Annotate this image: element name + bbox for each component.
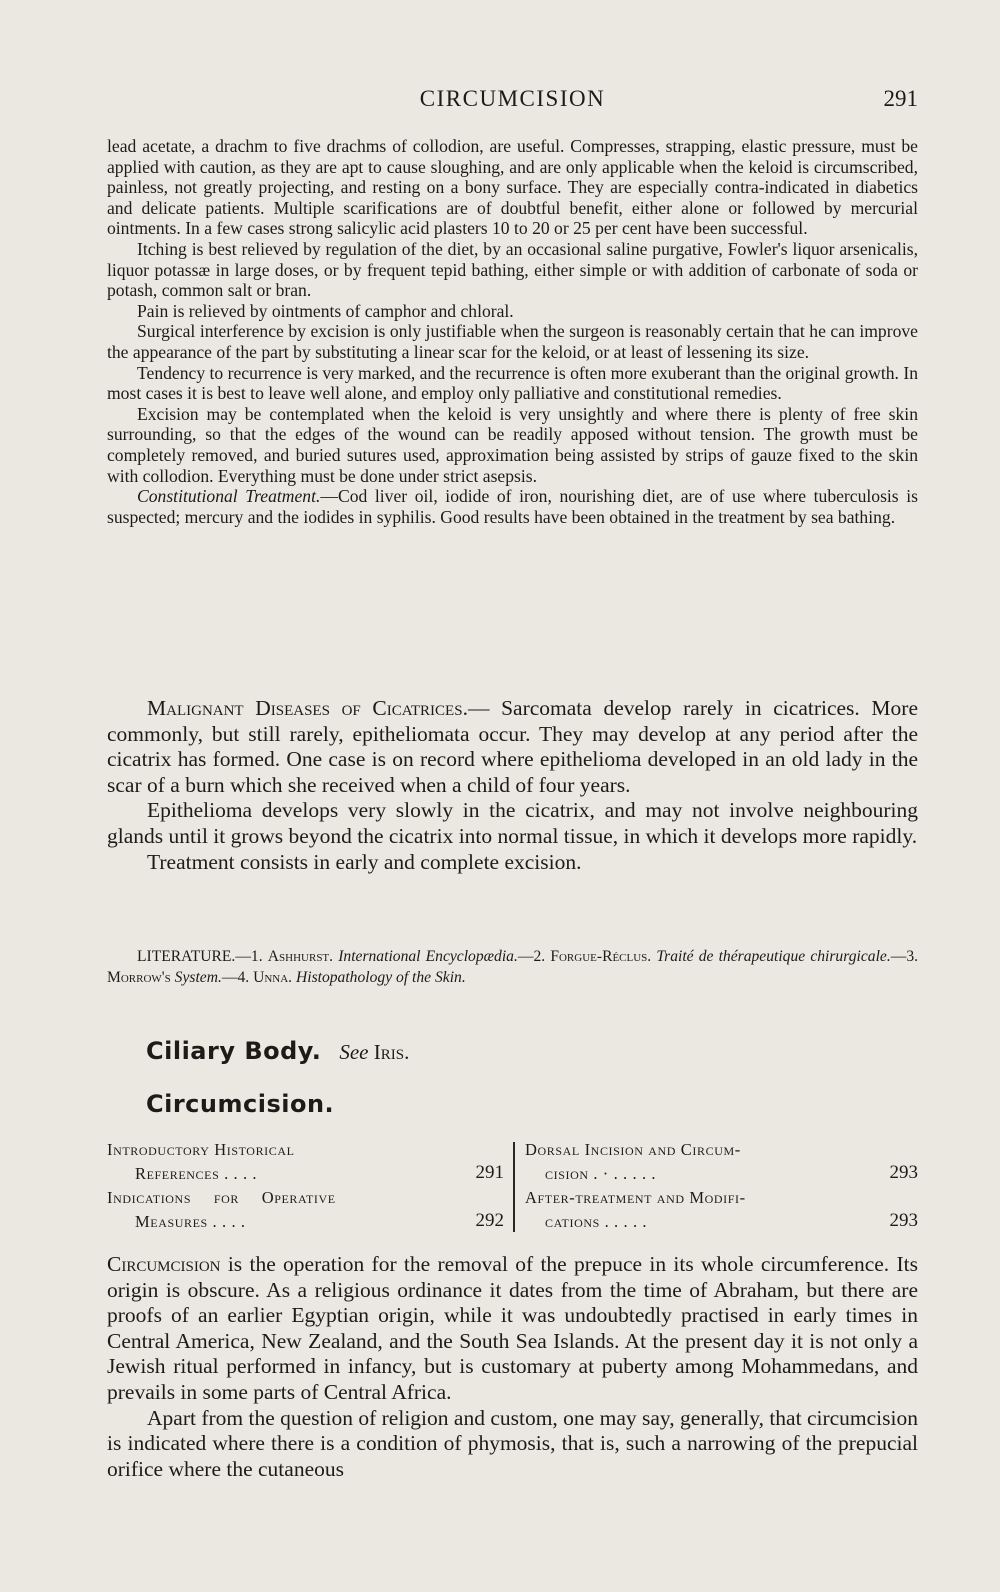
paragraph [107,1252,918,1406]
toc-entry-text: cations . . . . . [545,1212,648,1231]
toc-entry [525,1212,918,1236]
cross-reference [339,1040,409,1064]
toc-entry-text: References . . . . [135,1164,258,1183]
paragraph: lead acetate, a drachm to five drachms of collodion, are useful. Compresses, strapping, elastic pressure, must be applied with caution, as they are apt to cause sloughing, and are only applicable when the keloid is circumscribed, painless, not greatly projecting, and resting on a bony surface. They are especially contra-indicated in diabetics and delicate patients. Multiple scarifications are of doubtful benefit, either alone or followed by mercurial ointments. In a few cases strong salicylic acid plasters 10 to 20 or 25 per cent have been successful. [107,136,918,239]
ciliary-body-heading [146,1037,409,1065]
toc-entry: After-treatment and Modifi- [525,1188,746,1207]
section-contents [107,1140,918,1236]
keloid-treatment-text [107,136,918,527]
literature-references [107,946,918,988]
page-header [107,82,918,118]
toc-entry-text: Measures . . . . [135,1212,246,1231]
paragraph [107,486,918,527]
ref-number: —3. [890,948,919,965]
ref-title: International Encyclopædia. [338,948,518,965]
ref-author: Forgue-Réclus. [550,948,652,965]
toc-page: 291 [475,1162,504,1183]
toc-entry: Introductory Historical [107,1140,295,1159]
ref-author: Morrow's [107,969,171,986]
ref-number: —1. [235,948,263,965]
paragraph: Apart from the question of religion and custom, one may say, generally, that circumcision is indicated where there is a condition of phymosis, that is, such a narrowing of the prepucial orifice where the cutaneous [107,1405,918,1481]
paragraph: Tendency to recurrence is very marked, and the recurrence is often more exuberant than the original growth. In most cases it is best to leave well alone, and employ only palliative and constitutional remedies. [107,362,918,404]
ref-number: —2. [517,948,546,965]
paragraph: Pain is relieved by ointments of camphor and chloral. [137,300,514,321]
toc-entry [525,1164,918,1188]
literature-label: LITERATURE. [137,948,236,965]
circumcision-text [107,1252,918,1482]
running-title: CIRCUMCISION [419,86,606,111]
entry-title: Ciliary Body. [146,1037,322,1065]
contents-column-left [107,1140,504,1236]
paragraph-text: — Sarcomata develop rarely in cicatrices. More commonly, but still rarely, epitheliomata occur. They may develop at any period after the cicatrix has formed. One case is on record where epithelioma developed in an old lady in the scar of a burn which she received when a child of four years. [107,696,919,797]
malignant-diseases-section [107,696,918,875]
see-label: See [339,1040,369,1064]
toc-page: 292 [475,1210,504,1231]
paragraph: Itching is best relieved by regulation of the diet, by an occasional saline purgative, Fowler's liquor arsenicalis, liquor potassæ in large doses, or by frequent tepid bathing, either simple or with addition of carbonate of soda or potash, common salt or bran. [107,238,918,301]
ref-number: —4. [221,969,250,986]
paragraph [107,946,918,988]
toc-page: 293 [889,1210,918,1231]
cross-reference-target: Iris. [373,1040,410,1064]
toc-entry: Indications for Operative [107,1188,336,1207]
subheading: Constitutional Treatment. [137,486,321,507]
circumcision-heading: Circumcision. [146,1090,335,1118]
paragraph: Excision may be contemplated when the keloid is very unsightly and where there is plenty of free skin surrounding, so that the edges of the wound can be readily apposed without tension. The growth must be completely removed, and buried sutures used, approximation being assisted by strips of gauze fixed to the skin with collodion. Everything must be done under strict asepsis. [107,403,918,486]
ref-title: Traité de thérapeutique chirurgicale. [656,948,891,965]
toc-page: 293 [889,1162,918,1183]
toc-entry [107,1164,504,1188]
ref-title: Histopathology of the Skin. [295,969,466,986]
ref-author: Ashhurst. [267,948,334,965]
toc-entry [107,1212,504,1236]
lead-term: Circumcision [107,1252,221,1276]
page-number: 291 [883,86,918,111]
paragraph-text: —Cod liver oil, iodide of iron, nourishing diet, are of use where tuberculosis is suspected; mercury and the iodides in syphilis. Good results have been obtained in the treatment by sea bathing. [107,486,918,527]
contents-column-right [525,1140,918,1236]
ref-author: Unna. [253,969,293,986]
toc-entry-text: cision . · . . . . . [545,1164,657,1183]
toc-entry: Dorsal Incision and Circum- [525,1140,741,1159]
ref-title: System. [174,969,222,986]
paragraph: Treatment consists in early and complete excision. [147,849,582,874]
paragraph: Epithelioma develops very slowly in the cicatrix, and may not involve neighbouring glands until it grows beyond the cicatrix into normal tissue, in which it develops more rapidly. [107,798,918,848]
section-heading: Malignant Diseases of Cicatrices. [147,696,468,720]
paragraph [107,696,918,798]
contents-divider [513,1142,515,1232]
paragraph: Surgical interference by excision is only justifiable when the surgeon is reasonably certain that he can improve the appearance of the part by substituting a linear scar for the keloid, or at least of lessening its size. [107,321,918,362]
paragraph-text: is the operation for the removal of the prepuce in its whole circumference. Its origin is obscure. As a religious ordinance it dates from the time of Abraham, but there are proofs of an earlier Egyptian origin, while it was undoubtedly practised in early times in Central America, New Zealand, and the South Sea Islands. At the present day it is not only a Jewish ritual performed in infancy, but is customary at puberty among Mohammedans, and prevails in some parts of Central Africa. [107,1252,918,1404]
